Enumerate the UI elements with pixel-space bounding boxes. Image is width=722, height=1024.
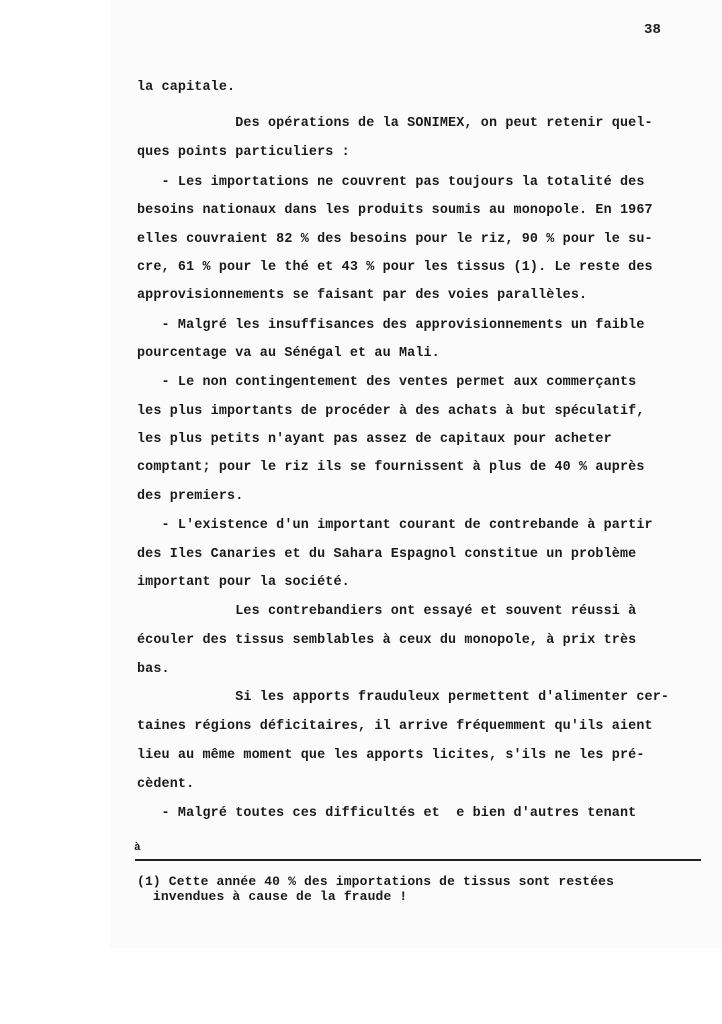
text-line: des premiers.: [137, 489, 244, 504]
text-line: pourcentage va au Sénégal et au Mali.: [137, 346, 440, 361]
text-line: écouler des tissus semblables à ceux du monopole, à prix très: [137, 633, 637, 648]
text-line: - L'existence d'un important courant de contrebande à partir: [137, 518, 653, 533]
text-line: lieu au même moment que les apports licites, s'ils ne les pré-: [137, 748, 645, 763]
text-line: cre, 61 % pour le thé et 43 % pour les tissus (1). Le reste des: [137, 260, 653, 275]
text-line: - Malgré toutes ces difficultés et e bien d'autres tenant: [137, 806, 637, 821]
text-line: bas.: [137, 662, 170, 677]
text-line: Des opérations de la SONIMEX, on peut retenir quel-: [137, 116, 653, 131]
text-line: les plus petits n'ayant pas assez de capitaux pour acheter: [137, 432, 612, 447]
text-line: - Malgré les insuffisances des approvisionnements un faible: [137, 318, 645, 333]
text-line: besoins nationaux dans les produits soumis au monopole. En 1967: [137, 203, 653, 218]
text-line: comptant; pour le riz ils se fournissent à plus de 40 % auprès: [137, 460, 645, 475]
text-line: - Le non contingentement des ventes permet aux commerçants: [137, 375, 637, 390]
text-line: - Les importations ne couvrent pas toujours la totalité des: [137, 175, 645, 190]
text-line: la capitale.: [137, 80, 236, 95]
text-line: important pour la société.: [137, 575, 350, 590]
text-line: Si les apports frauduleux permettent d'alimenter cer-: [137, 690, 670, 705]
text-line: cèdent.: [137, 777, 195, 792]
text-line: Les contrebandiers ont essayé et souvent réussi à: [137, 604, 637, 619]
footnote-line-2: invendues à cause de la fraude !: [137, 889, 408, 904]
text-line: elles couvraient 82 % des besoins pour le riz, 90 % pour le su-: [137, 232, 653, 247]
text-line: taines régions déficitaires, il arrive fréquemment qu'ils aient: [137, 719, 653, 734]
carry-over-mark: à: [134, 842, 141, 854]
text-line: des Iles Canaries et du Sahara Espagnol constitue un problème: [137, 547, 637, 562]
footnote-line-1: (1) Cette année 40 % des importations de tissus sont restées: [137, 874, 615, 889]
footnote-separator: [135, 859, 701, 861]
text-line: approvisionnements se faisant par des voies parallèles.: [137, 288, 588, 303]
page-number: 38: [644, 22, 662, 38]
text-line: les plus importants de procéder à des achats à but spéculatif,: [137, 404, 645, 419]
text-line: ques points particuliers :: [137, 145, 350, 160]
